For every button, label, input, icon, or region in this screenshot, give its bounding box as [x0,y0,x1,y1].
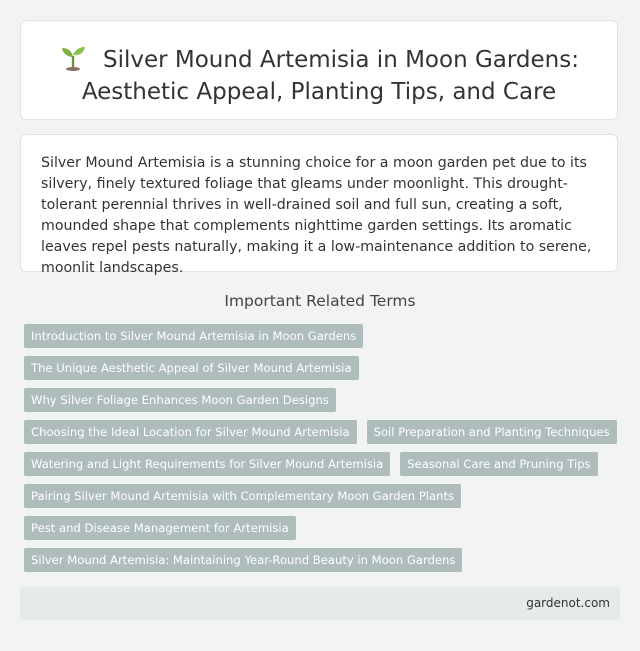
page-title [21,43,617,108]
term-tag[interactable]: Pest and Disease Management for Artemisia [24,516,296,540]
title-line-2: Aesthetic Appeal, Planting Tips, and Care [81,79,557,105]
term-tag[interactable]: Introduction to Silver Mound Artemisia in Moon Gardens [24,324,363,348]
term-tag[interactable]: Silver Mound Artemisia: Maintaining Year-Round Beauty in Moon Gardens [24,548,462,572]
title-card [20,20,618,120]
intro-card [20,134,618,276]
term-tag[interactable]: Soil Preparation and Planting Techniques [367,420,617,444]
intro-text: Silver Mound Artemisia is a stunning choice for a moon garden pet due to its silvery, finely textured foliage that gleams under moonlight. This drought-tolerant perennial thrives in well-drained soil and full sun, creating a soft, mounded shape that complements nighttime garden settings. Its aromatic leaves repel pests naturally, making it a low-maintenance addition to serene, moonlit landscapes. [41,155,592,276]
footer [20,587,620,620]
footer-site-link[interactable]: gardenot.com [526,596,610,610]
title-line-1: Silver Mound Artemisia in Moon Gardens: [102,47,579,73]
related-terms-list [24,324,620,580]
sprout-icon [59,43,87,71]
term-tag[interactable]: Why Silver Foliage Enhances Moon Garden Designs [24,388,336,412]
related-terms-heading: Important Related Terms [224,292,416,310]
term-tag[interactable]: The Unique Aesthetic Appeal of Silver Mound Artemisia [24,356,359,380]
term-tag[interactable]: Choosing the Ideal Location for Silver Mound Artemisia [24,420,357,444]
term-tag[interactable]: Watering and Light Requirements for Silver Mound Artemisia [24,452,390,476]
term-tag[interactable]: Pairing Silver Mound Artemisia with Complementary Moon Garden Plants [24,484,461,508]
term-tag[interactable]: Seasonal Care and Pruning Tips [400,452,597,476]
